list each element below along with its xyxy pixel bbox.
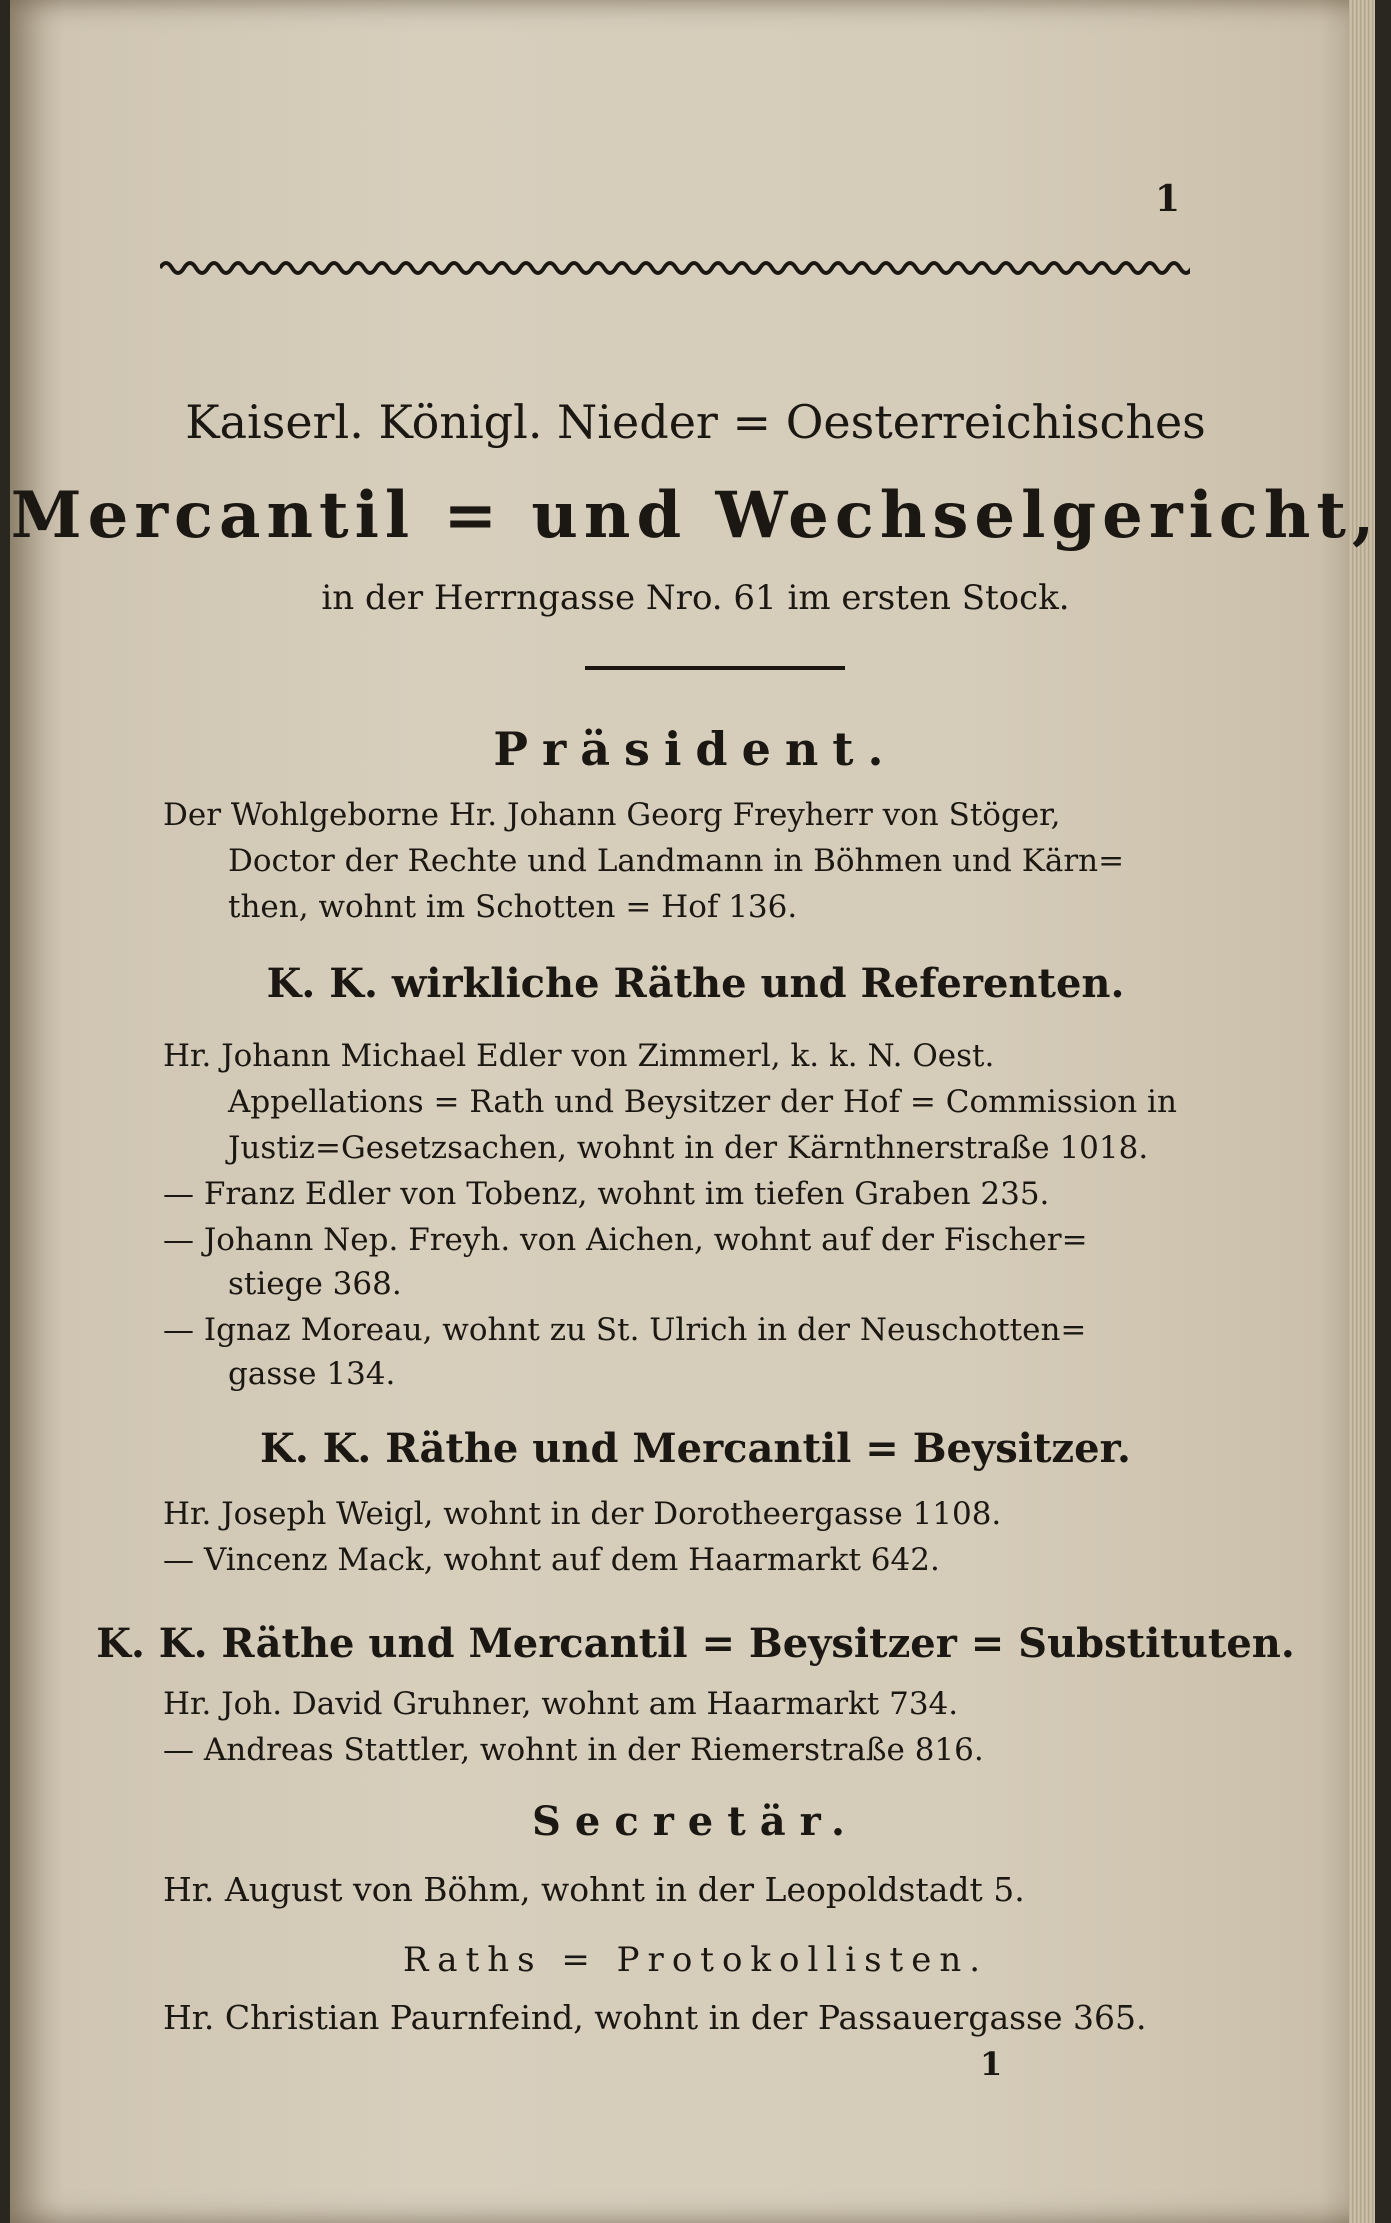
signature-mark: 1 — [980, 2045, 1003, 2083]
ornament-rule — [160, 248, 1190, 282]
protokollisten-line-1: Hr. Christian Paurnfeind, wohnt in der Passauergasse 365. — [163, 1998, 1147, 2037]
section-title-raethe: K. K. wirkliche Räthe und Referenten. — [266, 960, 1125, 1007]
heading-divider — [585, 666, 845, 670]
raethe-line-7: — Ignaz Moreau, wohnt zu St. Ulrich in der Neuschotten= — [163, 1312, 1087, 1348]
raethe-line-2: Appellations = Rath und Beysitzer der Hof = Commission in — [228, 1084, 1177, 1120]
praesident-line-1: Der Wohlgeborne Hr. Johann Georg Freyherr von Stöger, — [163, 797, 1061, 833]
page-edge — [1349, 0, 1375, 2223]
secretaer-line-1: Hr. August von Böhm, wohnt in der Leopoldstadt 5. — [163, 1870, 1025, 1909]
praesident-line-2: Doctor der Rechte und Landmann in Böhmen und Kärn= — [228, 843, 1125, 879]
heading-line-3: in der Herrngasse Nro. 61 im ersten Stock. — [321, 578, 1070, 618]
section-title-protokollisten: Raths = Protokollisten. — [402, 1940, 989, 1980]
heading-line-1: Kaiserl. Königl. Nieder = Oesterreichisches — [185, 395, 1206, 449]
raethe-line-1: Hr. Johann Michael Edler von Zimmerl, k. k. N. Oest. — [163, 1038, 995, 1074]
beysitzer-line-1: Hr. Joseph Weigl, wohnt in der Dorotheergasse 1108. — [163, 1496, 1002, 1532]
beysitzer-line-2: — Vincenz Mack, wohnt auf dem Haarmarkt 642. — [163, 1542, 940, 1578]
raethe-line-5: — Johann Nep. Freyh. von Aichen, wohnt auf der Fischer= — [163, 1222, 1088, 1258]
raethe-line-8: gasse 134. — [228, 1356, 396, 1392]
raethe-line-3: Justiz=Gesetzsachen, wohnt in der Kärnthnerstraße 1018. — [228, 1130, 1149, 1166]
praesident-line-3: then, wohnt im Schotten = Hof 136. — [228, 889, 798, 925]
section-title-secretaer: Secretär. — [532, 1798, 859, 1845]
substituten-line-2: — Andreas Stattler, wohnt in der Riemerstraße 816. — [163, 1732, 984, 1768]
raethe-line-6: stiege 368. — [228, 1266, 402, 1302]
page-number: 1 — [1155, 178, 1181, 220]
section-title-substituten: K. K. Räthe und Mercantil = Beysitzer = Substituten. — [96, 1620, 1295, 1667]
substituten-line-1: Hr. Joh. David Gruhner, wohnt am Haarmarkt 734. — [163, 1686, 959, 1722]
heading-line-2: Mercantil = und Wechselgericht, — [10, 478, 1381, 553]
raethe-line-4: — Franz Edler von Tobenz, wohnt im tiefen Graben 235. — [163, 1176, 1050, 1212]
section-title-beysitzer: K. K. Räthe und Mercantil = Beysitzer. — [260, 1425, 1131, 1472]
section-title-praesident: Präsident. — [493, 722, 898, 776]
